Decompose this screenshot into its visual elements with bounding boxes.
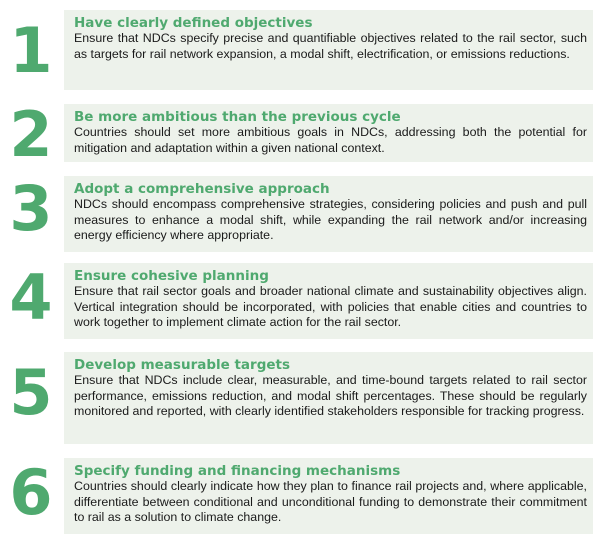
item-body: Ensure that rail sector goals and broader national climate and sustainability objectives align. Vertical integration should be incorporated, with policies that enable cities and countries to work together to implement climate action for the rail sector. xyxy=(74,284,587,330)
item-number: 1 xyxy=(9,14,53,87)
item-title: Adopt a comprehensive approach xyxy=(74,181,330,197)
item-body: Countries should set more ambitious goals in NDCs, addressing both the potential for mitigation and adaptation within a given national context. xyxy=(74,125,587,155)
item-number: 4 xyxy=(9,261,53,334)
item-box xyxy=(64,458,593,534)
item-number: 6 xyxy=(9,456,53,529)
item-box xyxy=(64,352,593,444)
item-body: Countries should clearly indicate how they plan to finance rail projects and, where applicable, differentiate between conditional and unconditional funding to demonstrate their commitment to rail as a solution to climate change. xyxy=(74,479,587,525)
item-title: Be more ambitious than the previous cycle xyxy=(74,109,401,125)
item-title: Ensure cohesive planning xyxy=(74,268,269,284)
item-number: 2 xyxy=(9,98,53,171)
item-box xyxy=(64,176,593,252)
item-number: 5 xyxy=(9,356,53,429)
item-box xyxy=(64,104,593,162)
item-body: Ensure that NDCs include clear, measurable, and time-bound targets related to rail sector performance, emissions reduction, and modal shift percentages. These should be regularly monitored and reported, with clearly identified stakeholders responsible for tracking progress. xyxy=(74,373,587,419)
item-body: Ensure that NDCs specify precise and quantifiable objectives related to the rail sector, such as targets for rail network expansion, a modal shift, electrification, or emissions reductions. xyxy=(74,31,587,61)
item-box xyxy=(64,263,593,339)
item-number: 3 xyxy=(9,172,53,245)
item-title: Have clearly defined objectives xyxy=(74,15,313,31)
item-title: Develop measurable targets xyxy=(74,357,291,373)
item-box xyxy=(64,10,593,90)
item-title: Specify funding and financing mechanisms xyxy=(74,463,401,479)
item-body: NDCs should encompass comprehensive strategies, considering policies and push and pull measures to enhance a modal shift, while expanding the rail network and/or increasing energy efficiency where appropriate. xyxy=(74,197,587,243)
